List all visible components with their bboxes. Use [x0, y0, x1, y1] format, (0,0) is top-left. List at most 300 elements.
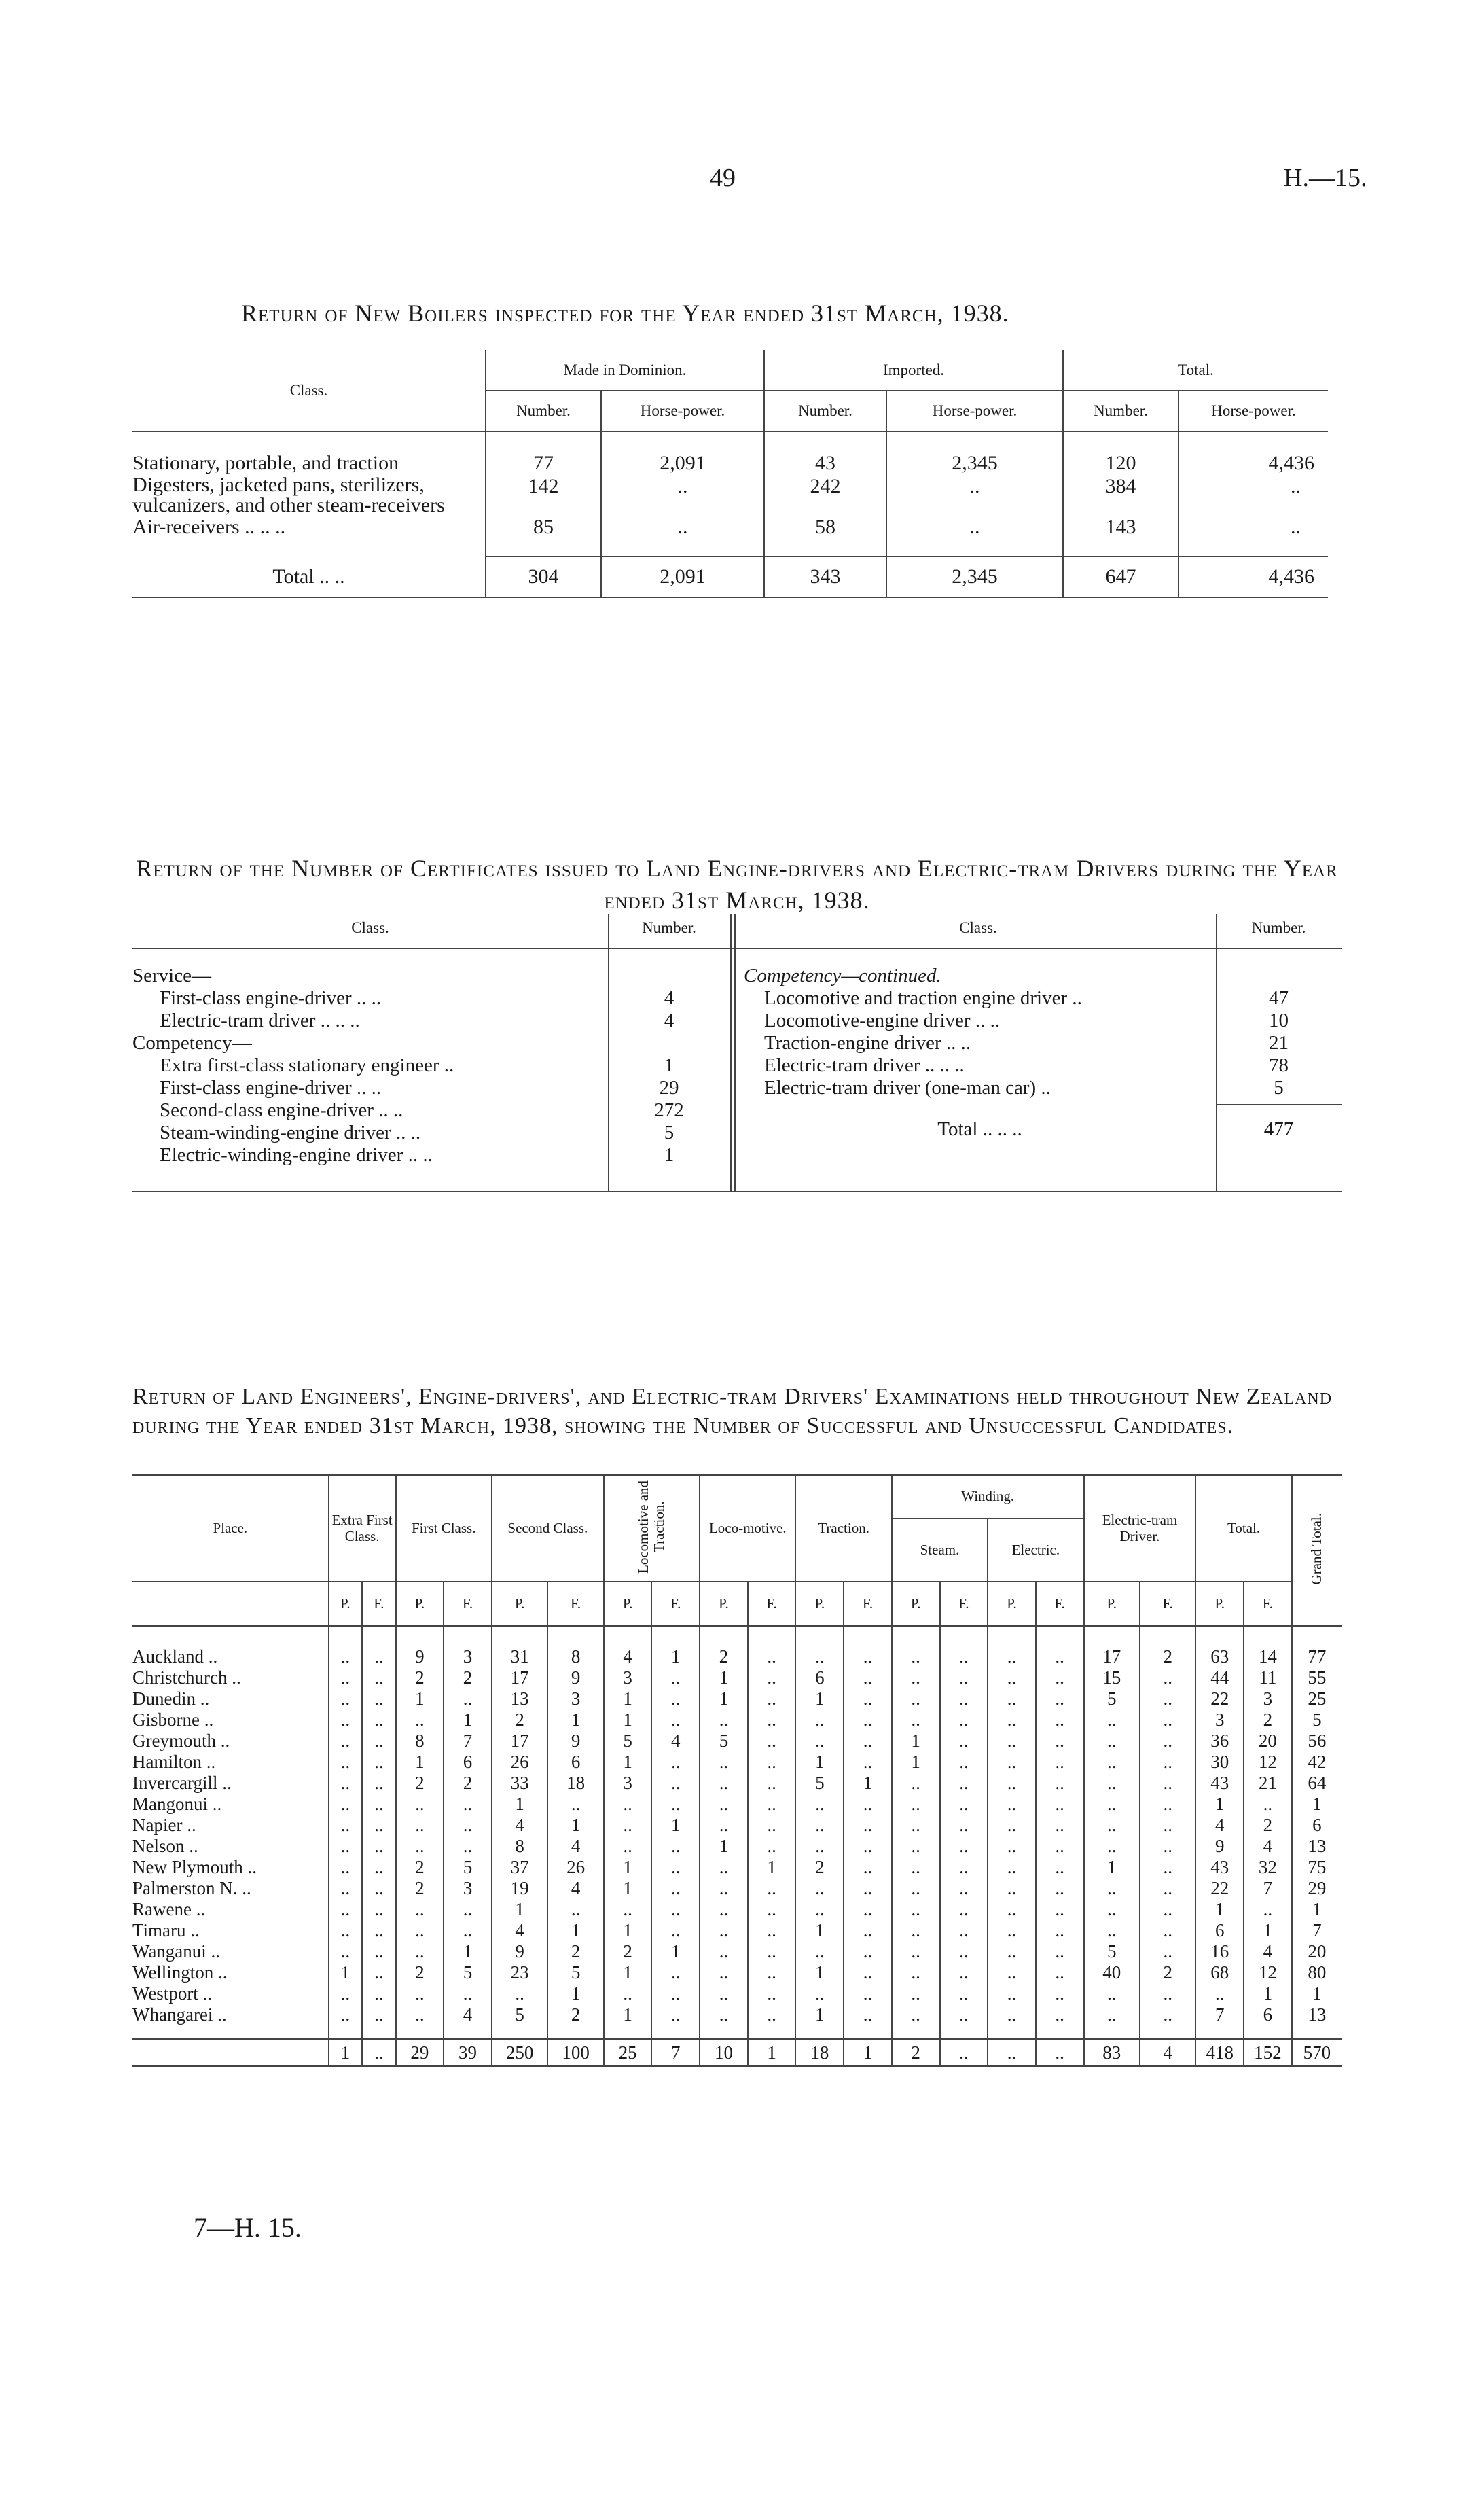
place-name: Dunedin ..	[132, 1688, 210, 1709]
cell: ..	[940, 1667, 988, 1688]
cell: ..	[396, 1836, 444, 1857]
cell: ..	[1084, 1815, 1140, 1836]
list-item	[744, 1054, 1342, 1077]
exams-header-passed: P.	[604, 1582, 652, 1626]
cell: 80	[1292, 1962, 1342, 1983]
boilers-total-row	[132, 556, 1328, 597]
cell: ..	[604, 1815, 652, 1836]
cell: ..	[988, 1962, 1036, 1983]
boilers-header-number: Number.	[764, 391, 886, 431]
cell: 33	[492, 1773, 547, 1794]
place-name: Rawene ..	[132, 1899, 206, 1920]
exams-header-passed: P.	[1195, 1582, 1244, 1626]
cell: ..	[1036, 1962, 1084, 1983]
cell: ..	[988, 1899, 1036, 1920]
cell: 55	[1292, 1667, 1342, 1688]
table-row	[132, 1794, 1342, 1815]
place-name: Palmerston N. ..	[132, 1878, 251, 1899]
cell: 5	[604, 1731, 652, 1752]
cell: ..	[1140, 1709, 1195, 1731]
cell: ..	[988, 1857, 1036, 1878]
cell: ..	[892, 1983, 940, 2004]
cell: 8	[547, 1646, 603, 1667]
cell: ..	[547, 1899, 603, 1920]
exams-header-winding: Winding.	[892, 1475, 1084, 1519]
cell: ..	[1140, 1731, 1195, 1752]
cell: 6	[444, 1752, 492, 1773]
total-cell: 2	[892, 2039, 940, 2066]
cell: 2	[1244, 1709, 1292, 1731]
place-name: Auckland ..	[132, 1646, 218, 1667]
place-name: Napier ..	[132, 1815, 196, 1836]
cell: 2	[700, 1646, 748, 1667]
total-cell: 7	[651, 2039, 700, 2066]
boilers-header-number: Number.	[1063, 391, 1178, 431]
cell: ..	[700, 1899, 748, 1920]
cell: ..	[329, 1815, 362, 1836]
table-row	[132, 1688, 1342, 1709]
cell: ..	[362, 1878, 395, 1899]
cell: ..	[1036, 1878, 1084, 1899]
cell: 2	[1140, 1962, 1195, 1983]
cell: ..	[892, 2004, 940, 2025]
total-cell: ..	[1036, 2039, 1084, 2066]
cell: 9	[1195, 1836, 1244, 1857]
cell: ..	[940, 1962, 988, 1983]
cell: 5	[1292, 1709, 1342, 1731]
cell: ..	[886, 475, 1063, 516]
cell: 43	[1195, 1857, 1244, 1878]
item-label: Second-class engine-driver .. ..	[160, 1099, 403, 1121]
table-row	[132, 1731, 1342, 1752]
cell: ..	[844, 1941, 892, 1962]
cell: ..	[1140, 1688, 1195, 1709]
list-item	[132, 1054, 730, 1077]
item-value: 477	[1263, 1118, 1294, 1140]
cell: 1	[1244, 1920, 1292, 1941]
cell: ..	[940, 1794, 988, 1815]
item-value: 5	[664, 1122, 674, 1143]
total-cell: 18	[795, 2039, 844, 2066]
cell: 343	[764, 556, 886, 597]
cell: 1	[547, 1709, 603, 1731]
total-cell: 250	[492, 2039, 547, 2066]
place-name: Christchurch ..	[132, 1667, 241, 1688]
cell: ..	[748, 1731, 796, 1752]
cell: ..	[892, 1794, 940, 1815]
cell: ..	[329, 1667, 362, 1688]
cell: 5	[1084, 1941, 1140, 1962]
cell: 63	[1195, 1646, 1244, 1667]
cell: 1	[604, 1688, 652, 1709]
cell: ..	[1036, 1857, 1084, 1878]
place-name: Hamilton ..	[132, 1752, 216, 1773]
cell: ..	[604, 1983, 652, 2004]
cell: ..	[1084, 1773, 1140, 1794]
exams-header-extra-first: Extra First Class.	[329, 1475, 396, 1582]
cell: ..	[748, 2004, 796, 2025]
cell: 44	[1195, 1667, 1244, 1688]
total-cell: 29	[396, 2039, 444, 2066]
cell: 3	[547, 1688, 603, 1709]
cell: ..	[329, 1878, 362, 1899]
exams-header-failed: F.	[651, 1582, 700, 1626]
exams-pf-header-row	[132, 1582, 1342, 1626]
item-label: Locomotive-engine driver .. ..	[764, 1010, 1001, 1031]
cell: ..	[844, 1815, 892, 1836]
cell: ..	[1084, 1709, 1140, 1731]
cell: ..	[362, 1983, 395, 2004]
cell: 13	[1292, 2004, 1342, 2025]
cell: ..	[795, 1794, 844, 1815]
cell: ..	[988, 1709, 1036, 1731]
cell: 4,436	[1178, 556, 1328, 597]
exams-header-steam: Steam.	[892, 1519, 988, 1582]
list-item	[744, 965, 1342, 987]
cell: ..	[396, 1983, 444, 2004]
cell: 22	[1195, 1878, 1244, 1899]
cell: 58	[764, 516, 886, 556]
cell: ..	[1084, 1752, 1140, 1773]
cell: 1	[795, 1688, 844, 1709]
cell: ..	[844, 1646, 892, 1667]
cell: ..	[988, 1773, 1036, 1794]
item-value: 4	[664, 987, 674, 1009]
list-item	[132, 1144, 730, 1167]
boilers-header-total: Total.	[1063, 350, 1328, 391]
cell: 2	[444, 1773, 492, 1794]
cell: 4	[1244, 1941, 1292, 1962]
table-row	[132, 2004, 1342, 2025]
boilers-row	[132, 452, 1328, 475]
cell: ..	[1036, 1920, 1084, 1941]
cell: 1	[1084, 1857, 1140, 1878]
cell: 1	[748, 1857, 796, 1878]
cell: ..	[1036, 1646, 1084, 1667]
cell: ..	[1244, 1899, 1292, 1920]
cell: ..	[1036, 1941, 1084, 1962]
cell: ..	[1036, 1688, 1084, 1709]
cell: ..	[940, 1857, 988, 1878]
cell: ..	[748, 1941, 796, 1962]
cell: 1	[892, 1752, 940, 1773]
cell: ..	[700, 1773, 748, 1794]
cell: 68	[1195, 1962, 1244, 1983]
cell: 1	[547, 1920, 603, 1941]
cell: ..	[1084, 1836, 1140, 1857]
cell: ..	[396, 1794, 444, 1815]
cell: 2,091	[601, 452, 764, 475]
item-label: Total .. .. ..	[937, 1118, 1022, 1140]
cell: ..	[362, 1815, 395, 1836]
cell: 14	[1244, 1646, 1292, 1667]
cell: ..	[651, 2004, 700, 2025]
cell: ..	[329, 1836, 362, 1857]
cell: ..	[748, 1709, 796, 1731]
table-row	[132, 1836, 1342, 1857]
item-label: Steam-winding-engine driver .. ..	[160, 1122, 421, 1143]
cell: 120	[1063, 452, 1178, 475]
cell: ..	[651, 1983, 700, 2004]
cell: ..	[1084, 1731, 1140, 1752]
exams-title-text: Return of Land Engineers', Engine-drivers', and Electric-tram Drivers' Examinations held throughout New Zealand during the Year ended 31st March, 1938, showing the Number of Successful and Unsuccessful Candidates.	[132, 1384, 1333, 1438]
total-cell: 25	[604, 2039, 652, 2066]
exams-header-passed: P.	[795, 1582, 844, 1626]
cell: ..	[892, 1962, 940, 1983]
cell: ..	[700, 1941, 748, 1962]
exams-header-traction: Traction.	[795, 1475, 891, 1582]
cell: ..	[844, 1920, 892, 1941]
cell: ..	[604, 1836, 652, 1857]
exams-header-failed: F.	[1140, 1582, 1195, 1626]
cell: ..	[1140, 1941, 1195, 1962]
cell: ..	[700, 1983, 748, 2004]
cell: 304	[486, 556, 601, 597]
place-name: New Plymouth ..	[132, 1857, 257, 1878]
boilers-header-class: Class.	[132, 350, 486, 431]
exams-header-passed: P.	[700, 1582, 748, 1626]
cell: ..	[651, 1752, 700, 1773]
cell: 1	[444, 1709, 492, 1731]
total-cell: ..	[940, 2039, 988, 2066]
exams-header-failed: F.	[362, 1582, 395, 1626]
cell: ..	[844, 1899, 892, 1920]
item-label: Traction-engine driver .. ..	[764, 1032, 971, 1054]
list-item	[132, 1077, 730, 1099]
boilers-header-horse-power: Horse-power.	[886, 391, 1063, 431]
exams-header-passed: P.	[492, 1582, 547, 1626]
cell: ..	[1036, 1836, 1084, 1857]
cell: ..	[1036, 1731, 1084, 1752]
place-name: Invercargill ..	[132, 1773, 232, 1794]
cell: ..	[362, 1920, 395, 1941]
cell: ..	[700, 1962, 748, 1983]
cell: 1	[651, 1941, 700, 1962]
cell: ..	[700, 1920, 748, 1941]
cell: 32	[1244, 1857, 1292, 1878]
cell: ..	[940, 2004, 988, 2025]
cell: 1	[396, 1752, 444, 1773]
cell: ..	[748, 1983, 796, 2004]
footer-signature: 7—H. 15.	[194, 2212, 302, 2243]
cell: ..	[396, 2004, 444, 2025]
cell: 2	[1140, 1646, 1195, 1667]
cell: 9	[396, 1646, 444, 1667]
cell: ..	[844, 2004, 892, 2025]
cell: ..	[396, 1709, 444, 1731]
cell: ..	[844, 1688, 892, 1709]
cell: ..	[988, 1688, 1036, 1709]
cell: 1	[795, 1962, 844, 1983]
exams-header-second: Second Class.	[492, 1475, 604, 1582]
boilers-title: Return of New Boilers inspected for the Year ended 31st March, 1938.	[241, 300, 1009, 327]
boilers-table	[132, 350, 1328, 598]
place-name: Wanganui ..	[132, 1941, 221, 1962]
cell: ..	[329, 1773, 362, 1794]
cell: ..	[651, 1794, 700, 1815]
cell: 1	[604, 1920, 652, 1941]
cell: 2	[396, 1962, 444, 1983]
cell: ..	[444, 1815, 492, 1836]
cell: ..	[844, 1857, 892, 1878]
list-item	[744, 1032, 1342, 1054]
cell: 75	[1292, 1857, 1342, 1878]
cell: 2	[1244, 1815, 1292, 1836]
total-cell: 570	[1292, 2039, 1342, 2066]
exams-total-row	[132, 2039, 1342, 2066]
cell: ..	[795, 1899, 844, 1920]
cell: ..	[329, 1983, 362, 2004]
cell: ..	[601, 475, 764, 516]
cell: 21	[1244, 1773, 1292, 1794]
boilers-row-label: Stationary, portable, and traction	[132, 452, 399, 474]
cell: ..	[1140, 1857, 1195, 1878]
table-row	[132, 1667, 1342, 1688]
item-label: Competency—	[132, 1032, 252, 1054]
cell: ..	[1140, 1773, 1195, 1794]
place-name: Timaru ..	[132, 1920, 200, 1941]
cell: 2	[604, 1941, 652, 1962]
cell: ..	[362, 1688, 395, 1709]
exams-header-passed: P.	[329, 1582, 362, 1626]
cell: ..	[329, 1709, 362, 1731]
cell: ..	[988, 1646, 1036, 1667]
cell: ..	[1084, 1920, 1140, 1941]
cell: ..	[940, 1941, 988, 1962]
item-value: 272	[654, 1099, 684, 1121]
total-cell: 100	[547, 2039, 603, 2066]
cell: 1	[547, 1815, 603, 1836]
total-cell: 1	[844, 2039, 892, 2066]
certificates-left-list	[132, 965, 730, 1167]
cell: ..	[988, 1815, 1036, 1836]
cell: ..	[940, 1836, 988, 1857]
cell: ..	[892, 1709, 940, 1731]
cell: ..	[362, 1752, 395, 1773]
exams-header-passed: P.	[396, 1582, 444, 1626]
cell: ..	[1084, 1878, 1140, 1899]
cell: 2	[547, 1941, 603, 1962]
item-label: Extra first-class stationary engineer ..	[160, 1054, 454, 1076]
total-cell: ..	[362, 2039, 395, 2066]
cell: 2	[396, 1878, 444, 1899]
cell: 5	[1084, 1688, 1140, 1709]
cell: ..	[940, 1983, 988, 2004]
certificates-title: Return of the Number of Certificates issued to Land Engine-drivers and Electric-tram Drivers during the Year ended 31st March, 1938.	[136, 855, 1338, 914]
cell: 7	[1244, 1878, 1292, 1899]
total-cell: 4	[1140, 2039, 1195, 2066]
item-value	[608, 965, 730, 987]
item-value: 5	[1274, 1077, 1284, 1099]
cell: 3	[444, 1878, 492, 1899]
cell: ..	[651, 1688, 700, 1709]
cell: ..	[1036, 1709, 1084, 1731]
cell: ..	[700, 1815, 748, 1836]
cell: ..	[1140, 1983, 1195, 2004]
cell: ..	[444, 1983, 492, 2004]
cell: 3	[444, 1646, 492, 1667]
cell: ..	[362, 1941, 395, 1962]
cell: ..	[362, 1899, 395, 1920]
cell: 42	[1292, 1752, 1342, 1773]
cell: ..	[700, 1857, 748, 1878]
cell: 2,345	[886, 556, 1063, 597]
list-item	[744, 1077, 1342, 1099]
cell: 2,345	[886, 452, 1063, 475]
cell: 13	[492, 1688, 547, 1709]
cell: ..	[1178, 516, 1328, 556]
cell: ..	[988, 1794, 1036, 1815]
cell: ..	[444, 1836, 492, 1857]
cell: ..	[651, 1773, 700, 1794]
cell: ..	[1140, 1815, 1195, 1836]
cell: ..	[748, 1815, 796, 1836]
cell: 26	[547, 1857, 603, 1878]
cell: ..	[892, 1878, 940, 1899]
cell: ..	[1178, 475, 1328, 516]
list-item	[132, 1099, 730, 1122]
cell: ..	[444, 1688, 492, 1709]
boilers-total-label: Total .. ..	[132, 556, 486, 597]
cell: ..	[892, 1941, 940, 1962]
cell: ..	[651, 1857, 700, 1878]
cell: 4	[444, 2004, 492, 2025]
cell: 20	[1292, 1941, 1342, 1962]
cell: 1	[651, 1815, 700, 1836]
list-item	[132, 987, 730, 1010]
cell: 64	[1292, 1773, 1342, 1794]
cell: 30	[1195, 1752, 1244, 1773]
place-name: Whangarei ..	[132, 2004, 227, 2025]
place-name: Greymouth ..	[132, 1731, 230, 1752]
cell: ..	[444, 1920, 492, 1941]
cell: 2	[396, 1773, 444, 1794]
cell: ..	[651, 1899, 700, 1920]
list-item	[744, 987, 1342, 1010]
exams-header-loco: Loco-motive.	[700, 1475, 795, 1582]
boilers-header-imported: Imported.	[764, 350, 1063, 391]
cell: 4,436	[1178, 452, 1328, 475]
cell: 1	[547, 1983, 603, 2004]
place-name: Mangonui ..	[132, 1794, 222, 1815]
cell: 9	[547, 1731, 603, 1752]
cell: ..	[795, 1836, 844, 1857]
cell: 43	[1195, 1773, 1244, 1794]
table-row	[132, 1709, 1342, 1731]
cell: ..	[892, 1836, 940, 1857]
cell: ..	[844, 1731, 892, 1752]
cell: ..	[940, 1920, 988, 1941]
item-value: 47	[1269, 987, 1289, 1009]
table-row	[132, 1857, 1342, 1878]
total-cell: 152	[1244, 2039, 1292, 2066]
cell: ..	[940, 1815, 988, 1836]
cell: 5	[700, 1731, 748, 1752]
cell: ..	[1140, 1836, 1195, 1857]
cell: 19	[492, 1878, 547, 1899]
list-item	[132, 1010, 730, 1032]
table-row	[132, 1646, 1342, 1667]
cell: 5	[444, 1962, 492, 1983]
cell: ..	[1036, 1983, 1084, 2004]
cell: 5	[444, 1857, 492, 1878]
table-row	[132, 1920, 1342, 1941]
cell: ..	[844, 1962, 892, 1983]
cell: ..	[651, 1962, 700, 1983]
cell: ..	[940, 1731, 988, 1752]
cell: 6	[1244, 2004, 1292, 2025]
list-item	[132, 1122, 730, 1144]
